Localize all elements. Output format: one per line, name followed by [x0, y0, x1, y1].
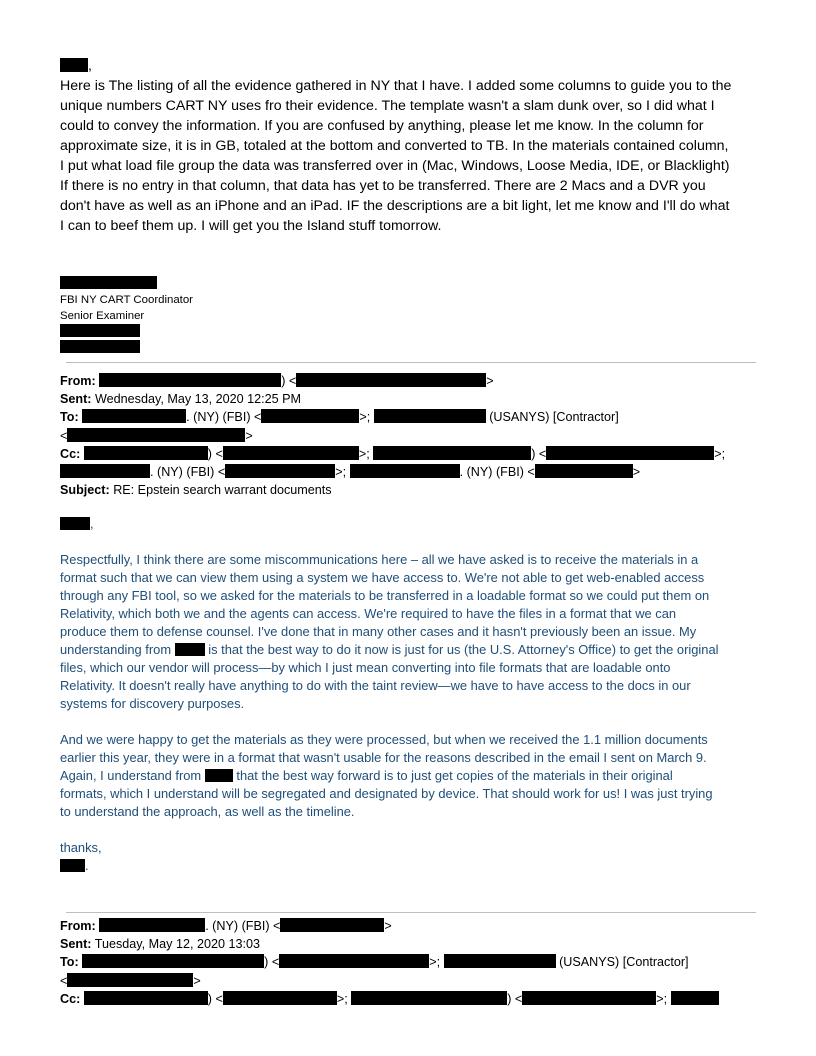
email-body-1 — [60, 56, 760, 236]
body-line: I put what load file group the data was transferred over in (Mac, Windows, Loose Media, IDE, or Blacklight) — [60, 158, 730, 174]
sent-row: Sent: Tuesday, May 12, 2020 13:03 — [60, 937, 260, 952]
closing: thanks, . — [60, 840, 102, 873]
body-line: I can to beef them up. I will get you the Island stuff tomorrow. — [60, 218, 442, 234]
redaction-bar — [60, 340, 140, 353]
body-line: could to convey the information. If you are confused by anything, please let me know. In the column for — [60, 118, 704, 134]
email-header-1 — [60, 372, 760, 499]
header-divider-2 — [66, 912, 756, 913]
to-row-cont: < > — [60, 973, 201, 988]
redaction-bar — [175, 643, 205, 656]
email-body-2 — [60, 515, 760, 875]
redaction-bar — [60, 517, 90, 530]
redaction-bar — [60, 859, 85, 872]
redaction-bar — [60, 276, 157, 289]
body-line: Here is The listing of all the evidence gathered in NY that I have. I added some columns to guide you to the — [60, 78, 732, 94]
redaction-bar — [60, 58, 88, 72]
body-line: unique numbers CART NY uses fro their evidence. The template wasn't a slam dunk over, so I did what I — [60, 98, 715, 114]
paragraph-1: Respectfully, I think there are some miscommunications here – all we have asked is to receive the materials in a format such that we can view them using a system we have access to. We're not able to get web-enabled access through any FBI tool, so we asked for the materials to be transferred in a loadable format so we could put them on Relativity, which both we and the agents can access. We're required to have the files in a format that we can produce them to defense counsel. I've done that in many other cases and it hasn't previously been an issue. My understanding from is that the best way to do it now is just for us (the U.S. Attorney's Office) to get the original files, which our vendor will process—by which I just mean converting into file formats that are loadable onto Relativity. It doesn't really have anything to do with the taint review—we have to have access to the docs in our systems for discovery purposes. — [60, 552, 719, 711]
to-row: To: ) < >; (USANYS) [Contractor] — [60, 955, 689, 970]
header-divider — [66, 362, 756, 363]
to-row-cont: < > — [60, 428, 253, 443]
body-line: don't have as well as an iPhone and an iPad. IF the descriptions are a bit light, let me know and I'll do what — [60, 198, 730, 214]
to-row: To: . (NY) (FBI) < >; (USANYS) [Contractor] — [60, 410, 619, 425]
salutation-1: , — [60, 56, 760, 76]
body-line: approximate size, it is in GB, totaled at the bottom and converted to TB. In the materials contained column, — [60, 138, 729, 154]
from-row: From: . (NY) (FBI) < > — [60, 919, 392, 933]
cc-row-cont: . (NY) (FBI) < >; . (NY) (FBI) < > — [60, 463, 760, 481]
cc-row: Cc: ) < >; ) < >; — [60, 446, 726, 461]
signature-role: Senior Examiner — [60, 310, 145, 322]
subject-row: Subject: RE: Epstein search warrant documents — [60, 483, 332, 498]
redaction-bar — [205, 769, 233, 782]
redaction-bar — [60, 324, 140, 337]
salutation-2: , — [60, 515, 760, 533]
paragraph-2: And we were happy to get the materials as they were processed, but when we received the 1.1 million documents earlier this year, they were in a format that wasn't usable for the reasons described in the email I sent on March 9. Again, I understand from that the best way forward is to just get copies of the materials in their original formats, which I understand will be segregated and designated by device. That should work for us! I was just trying to understand the approach, as well as the timeline. — [60, 732, 713, 819]
signature-title: FBI NY CART Coordinator — [60, 294, 193, 306]
signature-block — [60, 276, 193, 356]
cc-row: Cc: ) < >; ) < >; — [60, 990, 760, 1008]
body-line: If there is no entry in that column, that data has yet to be transferred. There are 2 Macs and a DVR you — [60, 178, 706, 194]
email-header-2 — [60, 917, 760, 1008]
from-row: From: ) < > — [60, 374, 494, 388]
sent-row: Sent: Wednesday, May 13, 2020 12:25 PM — [60, 392, 302, 407]
